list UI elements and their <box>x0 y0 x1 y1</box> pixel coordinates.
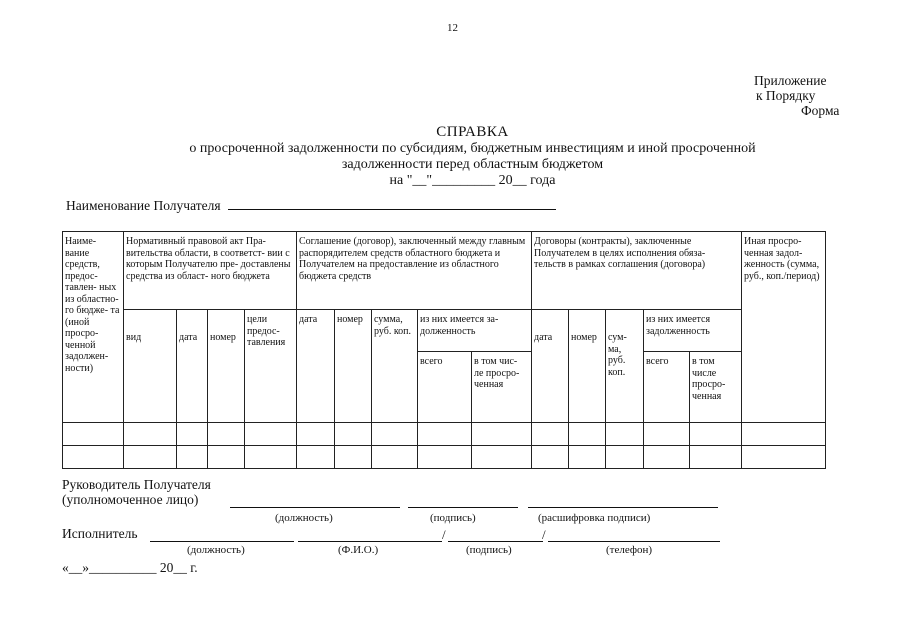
header-agr-total: всего <box>418 352 472 423</box>
header-con-overdue: в том числе просро- ченная <box>690 352 742 423</box>
header-agr-overdue: в том чис- ле просро- ченная <box>472 352 532 423</box>
exec-phone-line[interactable] <box>548 541 720 542</box>
header-agr-number: номер <box>335 310 372 423</box>
exec-fio-caption: (Ф.И.О.) <box>338 544 379 556</box>
table-row <box>63 423 826 446</box>
exec-fio-line[interactable] <box>298 541 442 542</box>
header-agr-debt: из них имеется за- долженность <box>418 310 532 352</box>
appendix-note <box>754 73 839 118</box>
decoding-line[interactable] <box>528 507 718 508</box>
header-other-debt: Иная просро- ченная задол- женность (сумма, руб., коп./период) <box>742 232 826 423</box>
recipient-label: Наименование Получателя <box>66 198 221 213</box>
head-label: Руководитель Получателя <box>62 477 211 492</box>
header-act-purpose: цели предос- тавления <box>245 310 297 423</box>
header-con-debt: из них имеется задолженность <box>644 310 742 352</box>
executor-label: Исполнитель <box>62 526 138 541</box>
authorized-label: (уполномоченное лицо) <box>62 492 199 507</box>
header-funds-name: Наиме- вание средств, предос- тавлен- ных из областно- го бюдже- та (иной просро- ченной задолжен- ности) <box>63 232 124 423</box>
header-act-type: вид <box>124 310 177 423</box>
recipient-field[interactable] <box>228 198 556 210</box>
header-con-date: дата <box>532 310 569 423</box>
header-agr-date: дата <box>297 310 335 423</box>
position-line[interactable] <box>230 507 400 508</box>
recipient-row <box>66 198 556 214</box>
signature-line[interactable] <box>408 507 518 508</box>
page-number: 12 <box>447 22 458 34</box>
document-title <box>0 124 905 189</box>
date-line: «__»__________ 20__ г. <box>62 560 198 575</box>
header-con-total: всего <box>644 352 690 423</box>
exec-phone-caption: (телефон) <box>606 544 653 556</box>
position-caption: (должность) <box>275 512 333 524</box>
header-agreement: Соглашение (договор), заключенный между главным распорядителем средств областного бюджета и Получателем на предоставление из областного бюджета средств <box>297 232 532 310</box>
title-date-line: на "__"_________ 20__ года <box>389 173 556 188</box>
title-heading: СПРАВКА <box>436 124 509 140</box>
header-contracts: Договоры (контракты), заключенные Получателем в целях исполнения обяза- тельств в рамках соглашения (договора) <box>532 232 742 310</box>
appendix-line-3: Форма <box>801 103 840 118</box>
table-row <box>63 446 826 469</box>
title-line-2: о просроченной задолженности по субсидиям, бюджетным инвестициям и иной просроченной <box>189 141 756 156</box>
decoding-caption: (расшифровка подписи) <box>538 512 651 524</box>
exec-position-caption: (должность) <box>187 544 245 556</box>
exec-signature-caption: (подпись) <box>466 544 512 556</box>
appendix-line-2: к Порядку <box>756 88 816 103</box>
appendix-line-1: Приложение <box>754 73 827 88</box>
debt-table <box>62 231 826 469</box>
header-act-date: дата <box>177 310 208 423</box>
header-legal-act: Нормативный правовой акт Пра- вительства области, в соответст- вии с которым Получателю пре- доставлены средства из област- ного бюджета <box>124 232 297 310</box>
header-act-number: номер <box>208 310 245 423</box>
header-con-sum: сум- ма, руб. коп. <box>606 310 644 423</box>
title-line-3: задолженности перед областным бюджетом <box>341 157 604 172</box>
header-agr-sum: сумма, руб. коп. <box>372 310 418 423</box>
header-con-number: номер <box>569 310 606 423</box>
exec-signature-line[interactable] <box>448 541 543 542</box>
signature-caption: (подпись) <box>430 512 476 524</box>
exec-position-line[interactable] <box>150 541 294 542</box>
